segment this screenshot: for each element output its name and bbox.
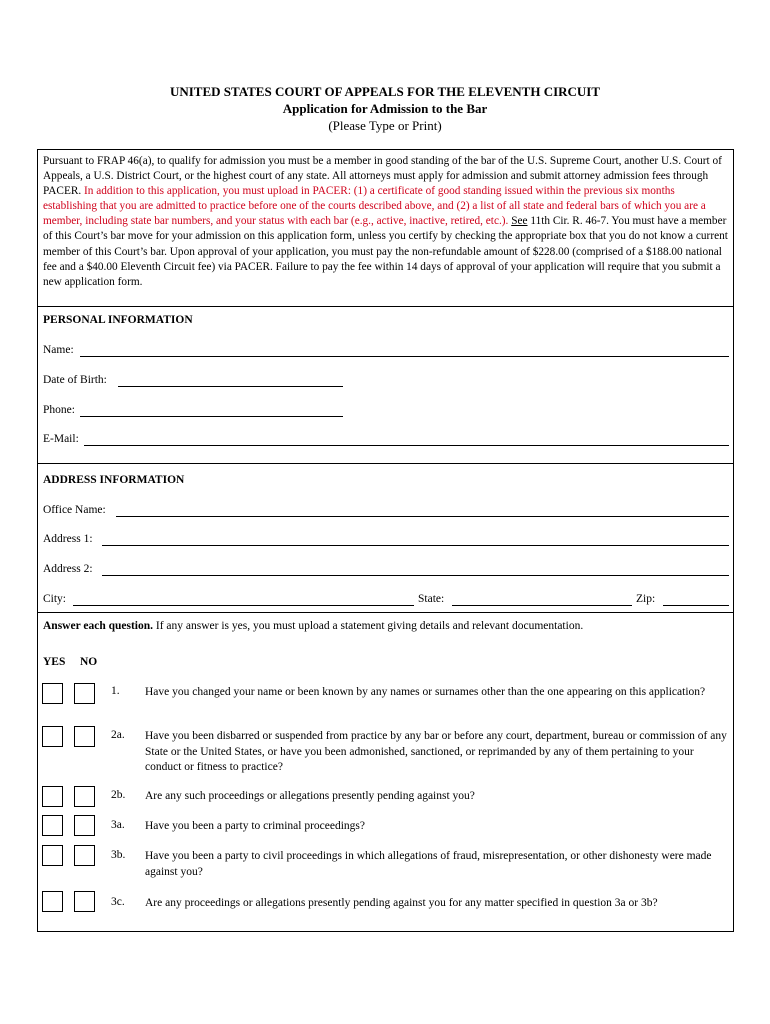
question-text: Have you been a party to civil proceedings in which allegations of fraud, misrepresentation, or other dishonesty were made against you? [145,850,712,878]
phone-field[interactable] [43,404,729,420]
question-number: 1. [111,685,120,697]
office-name-input-line[interactable] [116,516,729,517]
name-label: Name: [43,344,74,356]
state-label: State: [418,593,445,605]
question-number: 2a. [111,729,125,741]
question-2b-yes-checkbox[interactable] [42,786,63,807]
answer-each-question-label: Answer each question. [43,620,154,632]
instructions-part-1: Pursuant to FRAP 46(a), to qualify for admission you must be a member in good standing of the bar of the U.S. Supreme Court, another U.S. Court of Appeals, a U.S. District Court, or the highest court of any state. All attorneys must apply for admission and submit attorney admission fees through PACER. [43,155,722,198]
question-number: 3c. [111,896,125,908]
name-input-line[interactable] [80,356,729,357]
date-of-birth-input-line[interactable] [118,386,343,387]
question-text: Are any such proceedings or allegations presently pending against you? [145,790,475,802]
city-input-line[interactable] [73,605,414,606]
phone-label: Phone: [43,404,75,416]
address-2-field[interactable] [43,563,729,579]
state-input-line[interactable] [452,605,632,606]
questions-instructions-text: If any answer is yes, you must upload a statement giving details and relevant documentation. [153,620,584,632]
email-input-line[interactable] [84,445,729,446]
zip-input-line[interactable] [663,605,729,606]
question-1-no-checkbox[interactable] [74,683,95,704]
question-3b-no-checkbox[interactable] [74,845,95,866]
email-field[interactable] [43,433,729,449]
question-3c-no-checkbox[interactable] [74,891,95,912]
email-label: E-Mail: [43,433,79,445]
question-number: 3b. [111,849,126,861]
city-state-zip-row [43,593,729,609]
address-information-heading: ADDRESS INFORMATION [43,474,185,486]
address-2-label: Address 2: [43,563,93,575]
address-2-input-line[interactable] [102,575,729,576]
personal-information-heading: PERSONAL INFORMATION [43,314,193,326]
question-3a-no-checkbox[interactable] [74,815,95,836]
divider [38,612,733,613]
question-3c-yes-checkbox[interactable] [42,891,63,912]
phone-input-line[interactable] [80,416,343,417]
instructions-paragraph [43,154,728,290]
name-field[interactable] [43,344,729,360]
address-1-field[interactable] [43,533,729,549]
date-of-birth-field[interactable] [43,374,729,390]
office-name-label: Office Name: [43,504,106,516]
form-subtitle: (Please Type or Print) [328,118,442,133]
address-1-label: Address 1: [43,533,93,545]
office-name-field[interactable] [43,504,729,520]
question-1-yes-checkbox[interactable] [42,683,63,704]
question-2a-yes-checkbox[interactable] [42,726,63,747]
question-3a-yes-checkbox[interactable] [42,815,63,836]
application-form [37,149,734,932]
court-name: UNITED STATES COURT OF APPEALS FOR THE ELEVENTH CIRCUIT [169,84,601,99]
instructions-part-2: 11th Cir. R. 46-7. You must have a member of this Court’s bar move for your admission on this application form, unless you certify by checking the appropriate box that you do not know a current member of this Court’s bar. Upon approval of your application, you must pay the non-refundable amount of $228.00 (comprised of a $188.00 national fee and a $40.00 Eleventh Circuit fee) via PACER. Failure to pay the fee within 14 days of approval of your application will require that you submit a new application form. [43,215,728,288]
address-1-input-line[interactable] [102,545,729,546]
no-column-header: NO [80,656,98,668]
question-number: 3a. [111,819,125,831]
question-3b-yes-checkbox[interactable] [42,845,63,866]
question-2a-no-checkbox[interactable] [74,726,95,747]
yes-column-header: YES [43,656,66,668]
divider [38,306,733,307]
divider [38,463,733,464]
question-text: Have you changed your name or been known by any names or surnames other than the one appearing on this application? [145,686,706,698]
date-of-birth-label: Date of Birth: [43,374,107,386]
question-number: 2b. [111,789,126,801]
question-2b-no-checkbox[interactable] [74,786,95,807]
question-text: Are any proceedings or allegations presently pending against you for any matter specified in question 3a or 3b? [145,897,658,909]
upload-requirements-notice: In addition to this application, you must upload in PACER: (1) a certificate of good standing issued within the previous six months establishing that you are admitted to practice before one of the courts described above, and (2) a list of all state and federal bars of which you are a member, including state bar numbers, and your status with each bar (e.g., active, inactive, retired, etc.). [43,185,706,228]
see-reference: See [511,215,528,228]
form-title: Application for Admission to the Bar [282,101,488,116]
zip-label: Zip: [636,593,656,605]
questions-instructions [43,620,583,632]
city-label: City: [43,593,67,605]
question-text: Have you been disbarred or suspended from practice by any bar or before any court, department, bureau or commission of any State or the United States, or have you been admonished, sanctioned, or reprimanded by any of them pertaining to your conduct or fitness to practice? [145,730,727,773]
question-text: Have you been a party to criminal proceedings? [145,820,366,832]
